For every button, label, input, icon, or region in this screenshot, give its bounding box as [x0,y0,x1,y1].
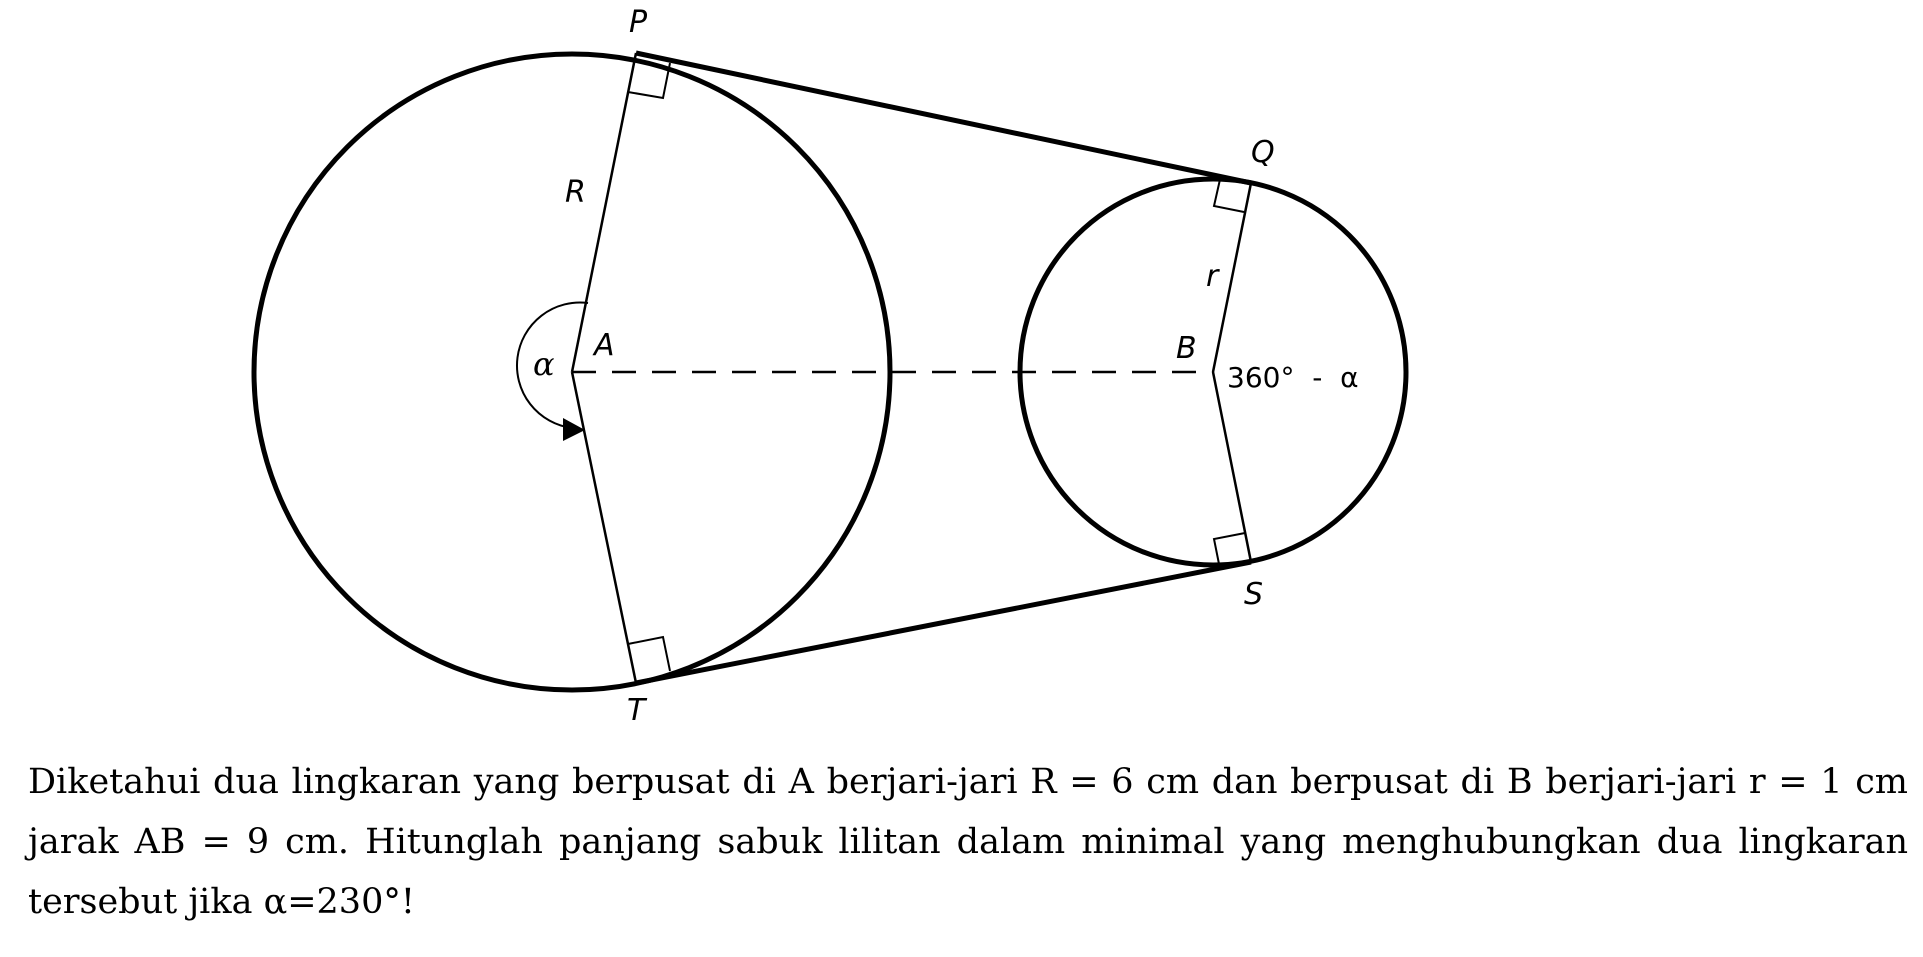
angle-label-alpha: α [533,345,555,383]
radius-label-r-large: R [565,175,586,210]
radius-ap [572,53,636,372]
radius-at [572,372,636,683]
point-label-a: A [594,328,615,363]
tangent-line-pq [636,53,1251,183]
point-label-p: P [629,5,648,40]
point-label-q: Q [1251,135,1275,170]
angle-label-b: 360° - α [1227,361,1359,394]
tangent-line-ts [636,562,1251,683]
point-label-t: T [627,693,646,728]
right-angle-marker-t [628,637,670,671]
point-label-s: S [1244,577,1264,612]
radius-bs [1213,372,1251,562]
point-label-b: B [1176,331,1197,366]
radius-bq [1213,183,1251,372]
problem-statement [28,752,1908,932]
radius-label-r-small: r [1206,259,1219,294]
problem-text: Diketahui dua lingkaran yang berpusat di A berjari-jari R = 6 cm dan berpusat di B berjari-jari r = 1 cm jarak AB = 9 cm. Hitunglah panjang sabuk lilitan dalam minimal yang menghubungkan dua lingkaran tersebut jika α=230°! [28,762,1908,922]
